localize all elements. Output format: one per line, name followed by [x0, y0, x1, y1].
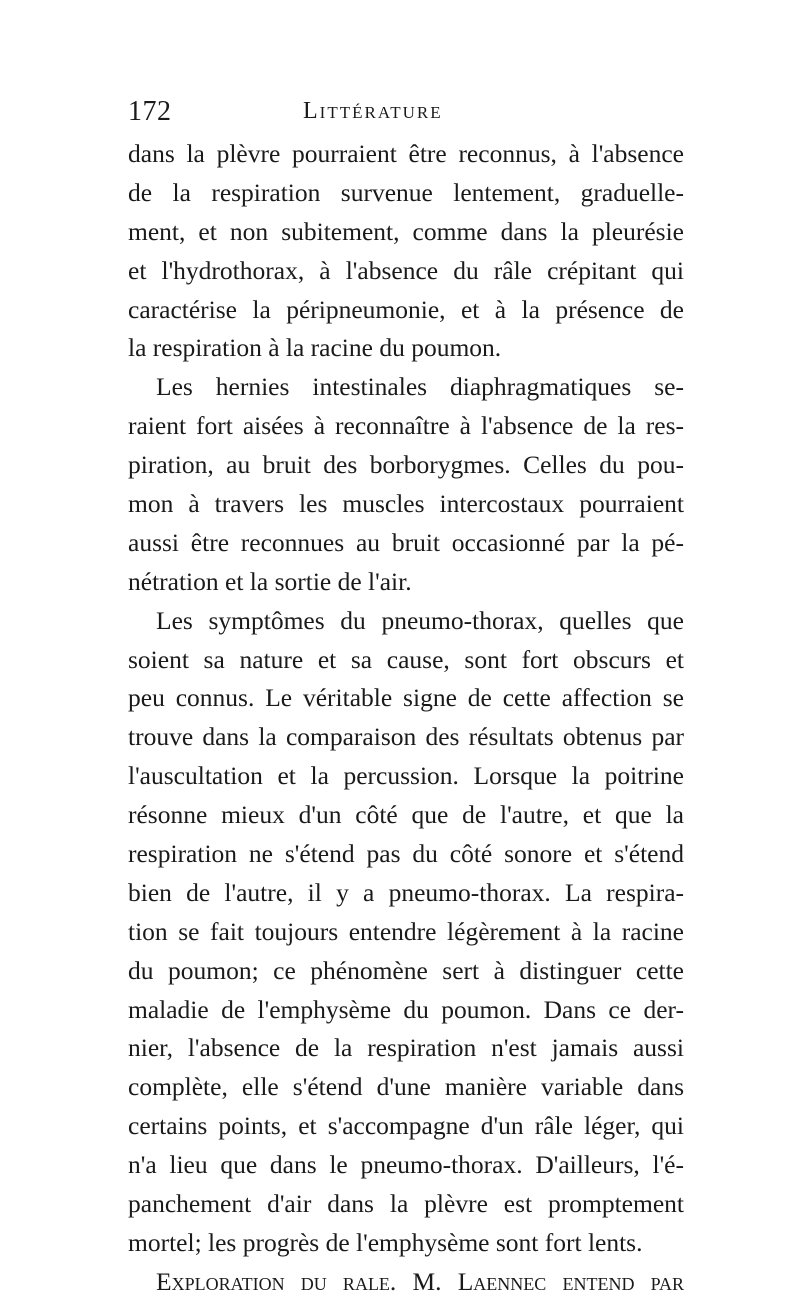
text-line: aussi être reconnues au bruit occasionné par la pé- — [128, 527, 684, 557]
text-line: de la respiration survenue lentement, graduelle- — [128, 177, 684, 207]
text-line: trouve dans la comparaison des résultats obtenus par — [128, 722, 684, 752]
text-line: dans la plèvre pourraient être reconnus, à l'absence — [128, 139, 684, 168]
text-line: Les symptômes du pneumo-thorax, quelles que — [156, 605, 684, 635]
text-line: caractérise la péripneumonie, et à la présence de — [128, 294, 684, 324]
text-line: complète, elle s'étend d'une manière variable dans — [128, 1072, 684, 1102]
body-text — [128, 135, 684, 1302]
text-line: panchement d'air dans la plèvre est promptement — [128, 1189, 684, 1219]
text-line: mortel; les progrès de l'emphysème sont fort lents. — [128, 1227, 643, 1257]
text-line: du poumon; ce phénomène sert à distinguer cette — [128, 955, 684, 985]
text-line: nétration et la sortie de l'air. — [128, 566, 412, 596]
page-header — [128, 96, 684, 130]
text-line: bien de l'autre, il y a pneumo-thorax. La respira- — [128, 877, 684, 907]
text-line: la respiration à la racine du poumon. — [128, 333, 502, 363]
text-line: et l'hydrothorax, à l'absence du râle crépitant qui — [128, 255, 684, 285]
text-line: n'a lieu que dans le pneumo-thorax. D'ailleurs, l'é- — [128, 1150, 684, 1180]
text-line: piration, au bruit des borborygmes. Celles du pou- — [128, 450, 684, 480]
text-line: soient sa nature et sa cause, sont fort obscurs et — [128, 644, 684, 674]
text-line: raient fort aisées à reconnaître à l'absence de la res- — [128, 411, 684, 441]
text-line: ment, et non subitement, comme dans la pleurésie — [128, 216, 684, 246]
text-line: certains points, et s'accompagne d'un râle léger, qui — [128, 1111, 684, 1141]
text-line: peu connus. Le véritable signe de cette affection se — [128, 683, 684, 713]
text-line: l'auscultation et la percussion. Lorsque la poitrine — [128, 761, 684, 791]
text-line: Les hernies intestinales diaphragmatiques se- — [156, 372, 684, 402]
text-line: maladie de l'emphysème du poumon. Dans ce der- — [128, 994, 684, 1024]
text-line: respiration ne s'étend pas du côté sonore et s'étend — [128, 839, 684, 869]
text-line: mon à travers les muscles intercostaux pourraient — [128, 489, 684, 519]
text-line: Exploration du rale. M. Laennec entend par — [156, 1266, 684, 1296]
text-line: résonne mieux d'un côté que de l'autre, et que la — [128, 800, 684, 830]
text-line: nier, l'absence de la respiration n'est jamais aussi — [128, 1033, 684, 1063]
page-number: 172 — [128, 96, 172, 127]
text-line: tion se fait toujours entendre légèrement à la racine — [128, 916, 684, 946]
running-head: Littérature — [303, 98, 443, 124]
